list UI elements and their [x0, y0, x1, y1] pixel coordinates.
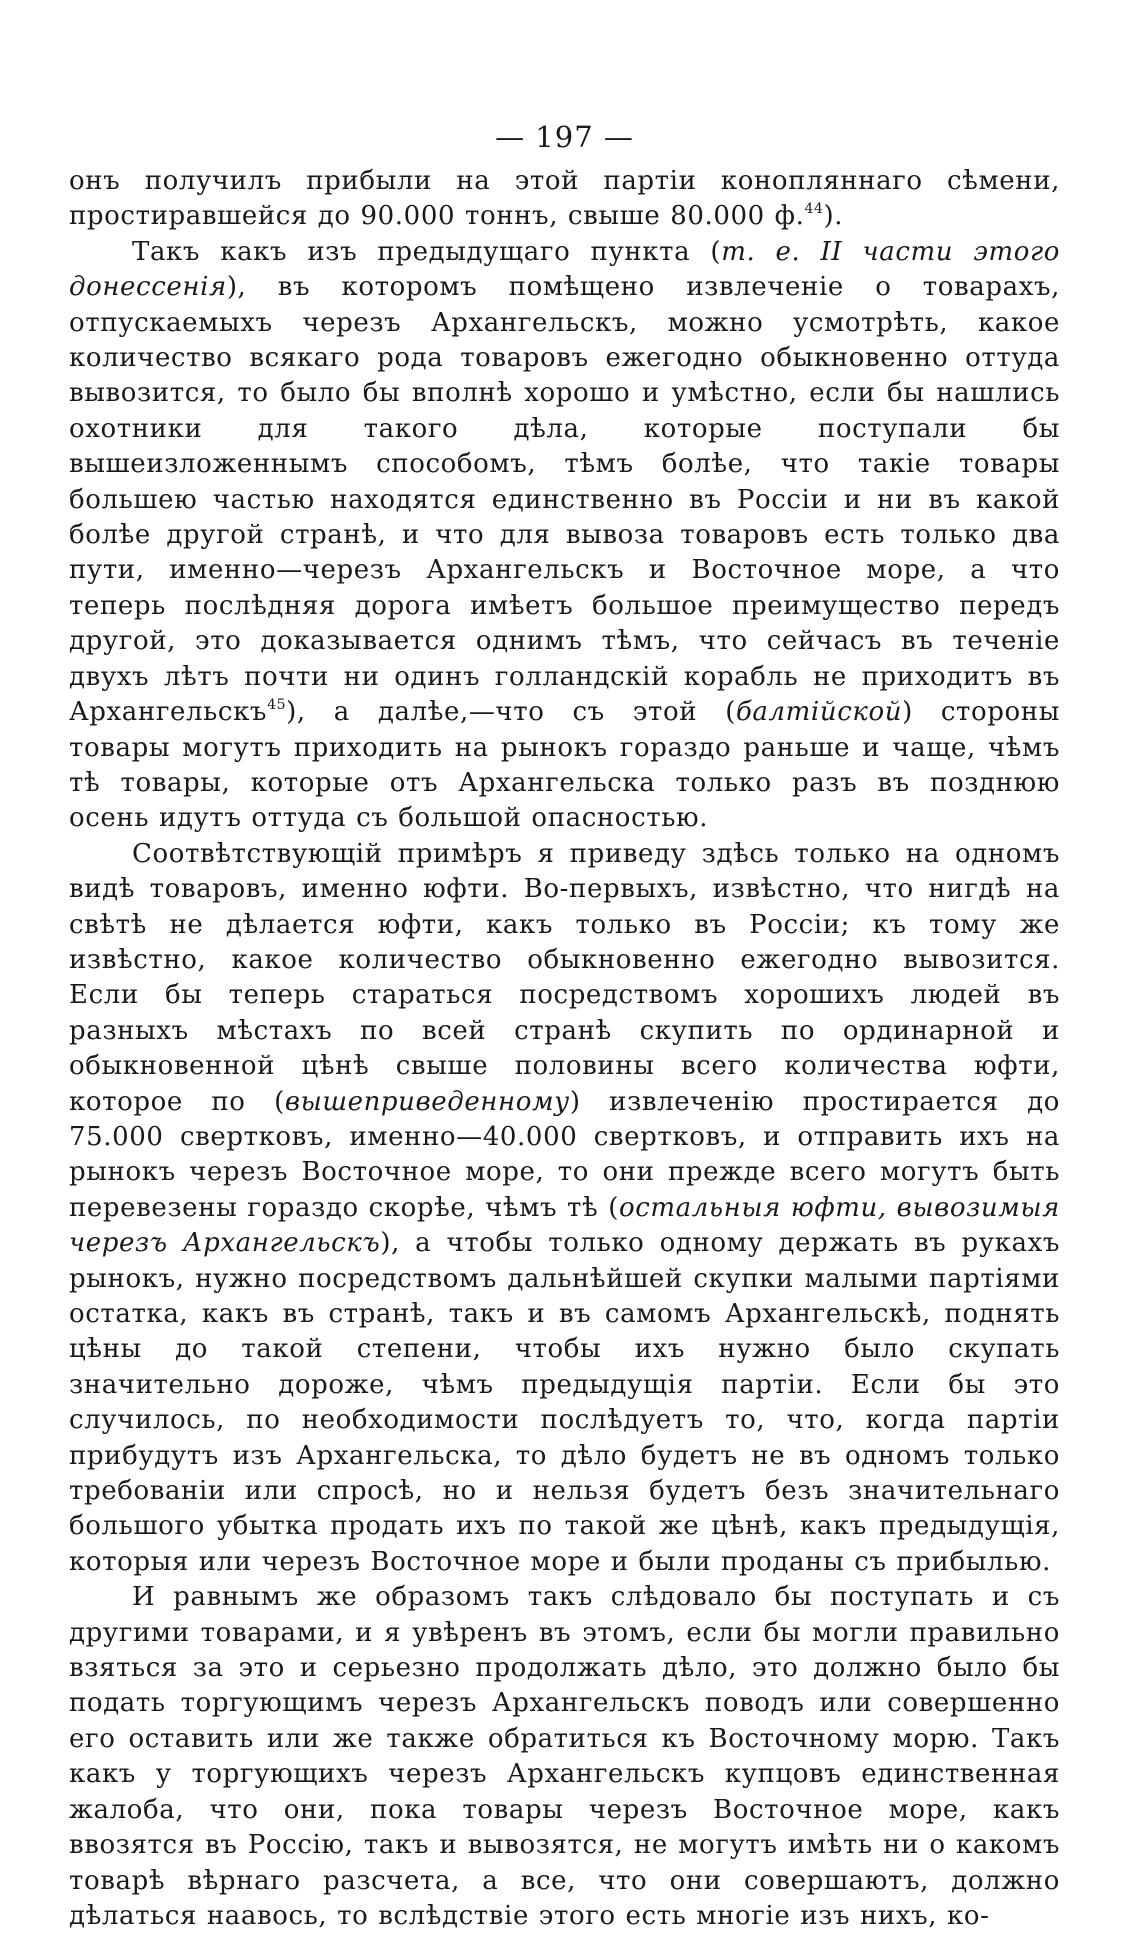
text-run: ) стороны товары могутъ приходить на рынокъ гораздо раньше и чаще, чѣмъ тѣ товары, которые отъ Архангельска только разъ въ позднюю осень идутъ оттуда съ большой опасностью.	[69, 697, 1060, 834]
document-page	[69, 118, 1060, 1934]
text-run: ).	[823, 201, 844, 232]
text-run: ), а далѣе,—что съ этой (	[286, 697, 736, 728]
footnote-ref: 45	[267, 697, 287, 714]
italic-text: остальныя юфти, вывозимыя черезъ Архангельскъ	[69, 1192, 1061, 1259]
text-run: ) извлеченію простирается до 75.000 свертковъ, именно—40.000 свертковъ, и отправить ихъ на рынокъ черезъ Восточное море, то они прежде всего могутъ быть перевезены гораздо скорѣе, чѣмъ тѣ (	[69, 1086, 1060, 1223]
footnote-ref: 44	[804, 201, 824, 218]
italic-text: вышеприведенному	[284, 1086, 570, 1117]
text-run: И равнымъ же образомъ такъ слѣдовало бы поступать и съ другими товарами, и я увѣренъ въ этомъ, если бы могли правильно взяться за это и серьезно продолжать дѣло, это должно было бы подать торгующимъ черезъ Архангельскъ поводъ или совершенно его оставить или же также обратиться къ Восточному морю. Такъ какъ у торгующихъ черезъ Архангельскъ купцовъ единственная жалоба, что они, пока товары черезъ Восточное море, какъ ввозятся въ Россію, такъ и вывозятся, не могутъ имѣть ни о какомъ товарѣ вѣрнаго разсчета, а все, что они совершаютъ, должно дѣлаться наавось, то вслѣдствіе этого есть многіе изъ нихъ, ко-	[69, 1582, 1060, 1931]
paragraph	[69, 837, 1060, 1581]
body-text	[69, 164, 1060, 1934]
paragraph	[69, 164, 1060, 235]
paragraph	[69, 1580, 1060, 1934]
text-run: ), въ которомъ помѣщено извлеченіе о товарахъ, отпускаемыхъ черезъ Архангельскъ, можно усмотрѣть, какое количество всякаго рода товаровъ ежегодно обыкновенно оттуда вывозится, то было бы вполнѣ хорошо и умѣстно, если бы нашлись охотники для такого дѣла, которые поступали бы вышеизложеннымъ способомъ, тѣмъ болѣе, что такіе товары большею частью находятся единственно въ Россіи и ни въ какой болѣе другой странѣ, и что для вывоза товаровъ есть только два пути, именно—черезъ Архангельскъ и Восточное море, а что теперь послѣдняя дорога имѣетъ большое преимущество передъ другой, это доказывается однимъ тѣмъ, что сейчасъ въ теченіе двухъ лѣтъ почти ни одинъ голландскій корабль не приходитъ въ Архангельскъ	[69, 272, 1060, 728]
italic-text: т. е. II части этого донессенія	[69, 236, 1060, 303]
text-run: ), а чтобы только одному держать въ рукахъ рынокъ, нужно посредствомъ дальнѣйшей скупки малыми партіями остатка, какъ въ странѣ, такъ и въ самомъ Архангельскѣ, поднять цѣны до такой степени, чтобы ихъ нужно было скупать значительно дороже, чѣмъ предыдущія партіи. Если бы это случилось, по необходимости послѣдуетъ то, что, когда партіи прибудутъ изъ Архангельска, то дѣло будетъ не въ одномъ только требованіи или спросѣ, но и нельзя будетъ безъ значительнаго большого убытка продать ихъ по такой же цѣнѣ, какъ предыдущія, которыя или черезъ Восточное море и были проданы съ прибылью.	[69, 1228, 1061, 1577]
italic-text: балтійской	[735, 697, 903, 728]
text-run: Такъ какъ изъ предыдущаго пункта (	[132, 236, 722, 267]
paragraph	[69, 235, 1060, 837]
text-run: Соотвѣтствующій примѣръ я приведу здѣсь только на одномъ видѣ товаровъ, именно юфти. Во-первыхъ, извѣстно, что нигдѣ на свѣтѣ не дѣлается юфти, какъ только въ Россіи; къ тому же извѣстно, какое количество обыкновенно ежегодно вывозится. Если бы теперь стараться посредствомъ хорошихъ людей въ разныхъ мѣстахъ по всей странѣ скупить по ординарной и обыкновенной цѣнѣ свыше половины всего количества юфти, которое по (	[69, 838, 1060, 1117]
text-run: онъ получилъ прибыли на этой партіи конопляннаго сѣмени, простиравшейся до 90.000 тоннъ, свыше 80.000 ф.	[69, 166, 1060, 232]
page-number: — 197 —	[495, 120, 634, 154]
